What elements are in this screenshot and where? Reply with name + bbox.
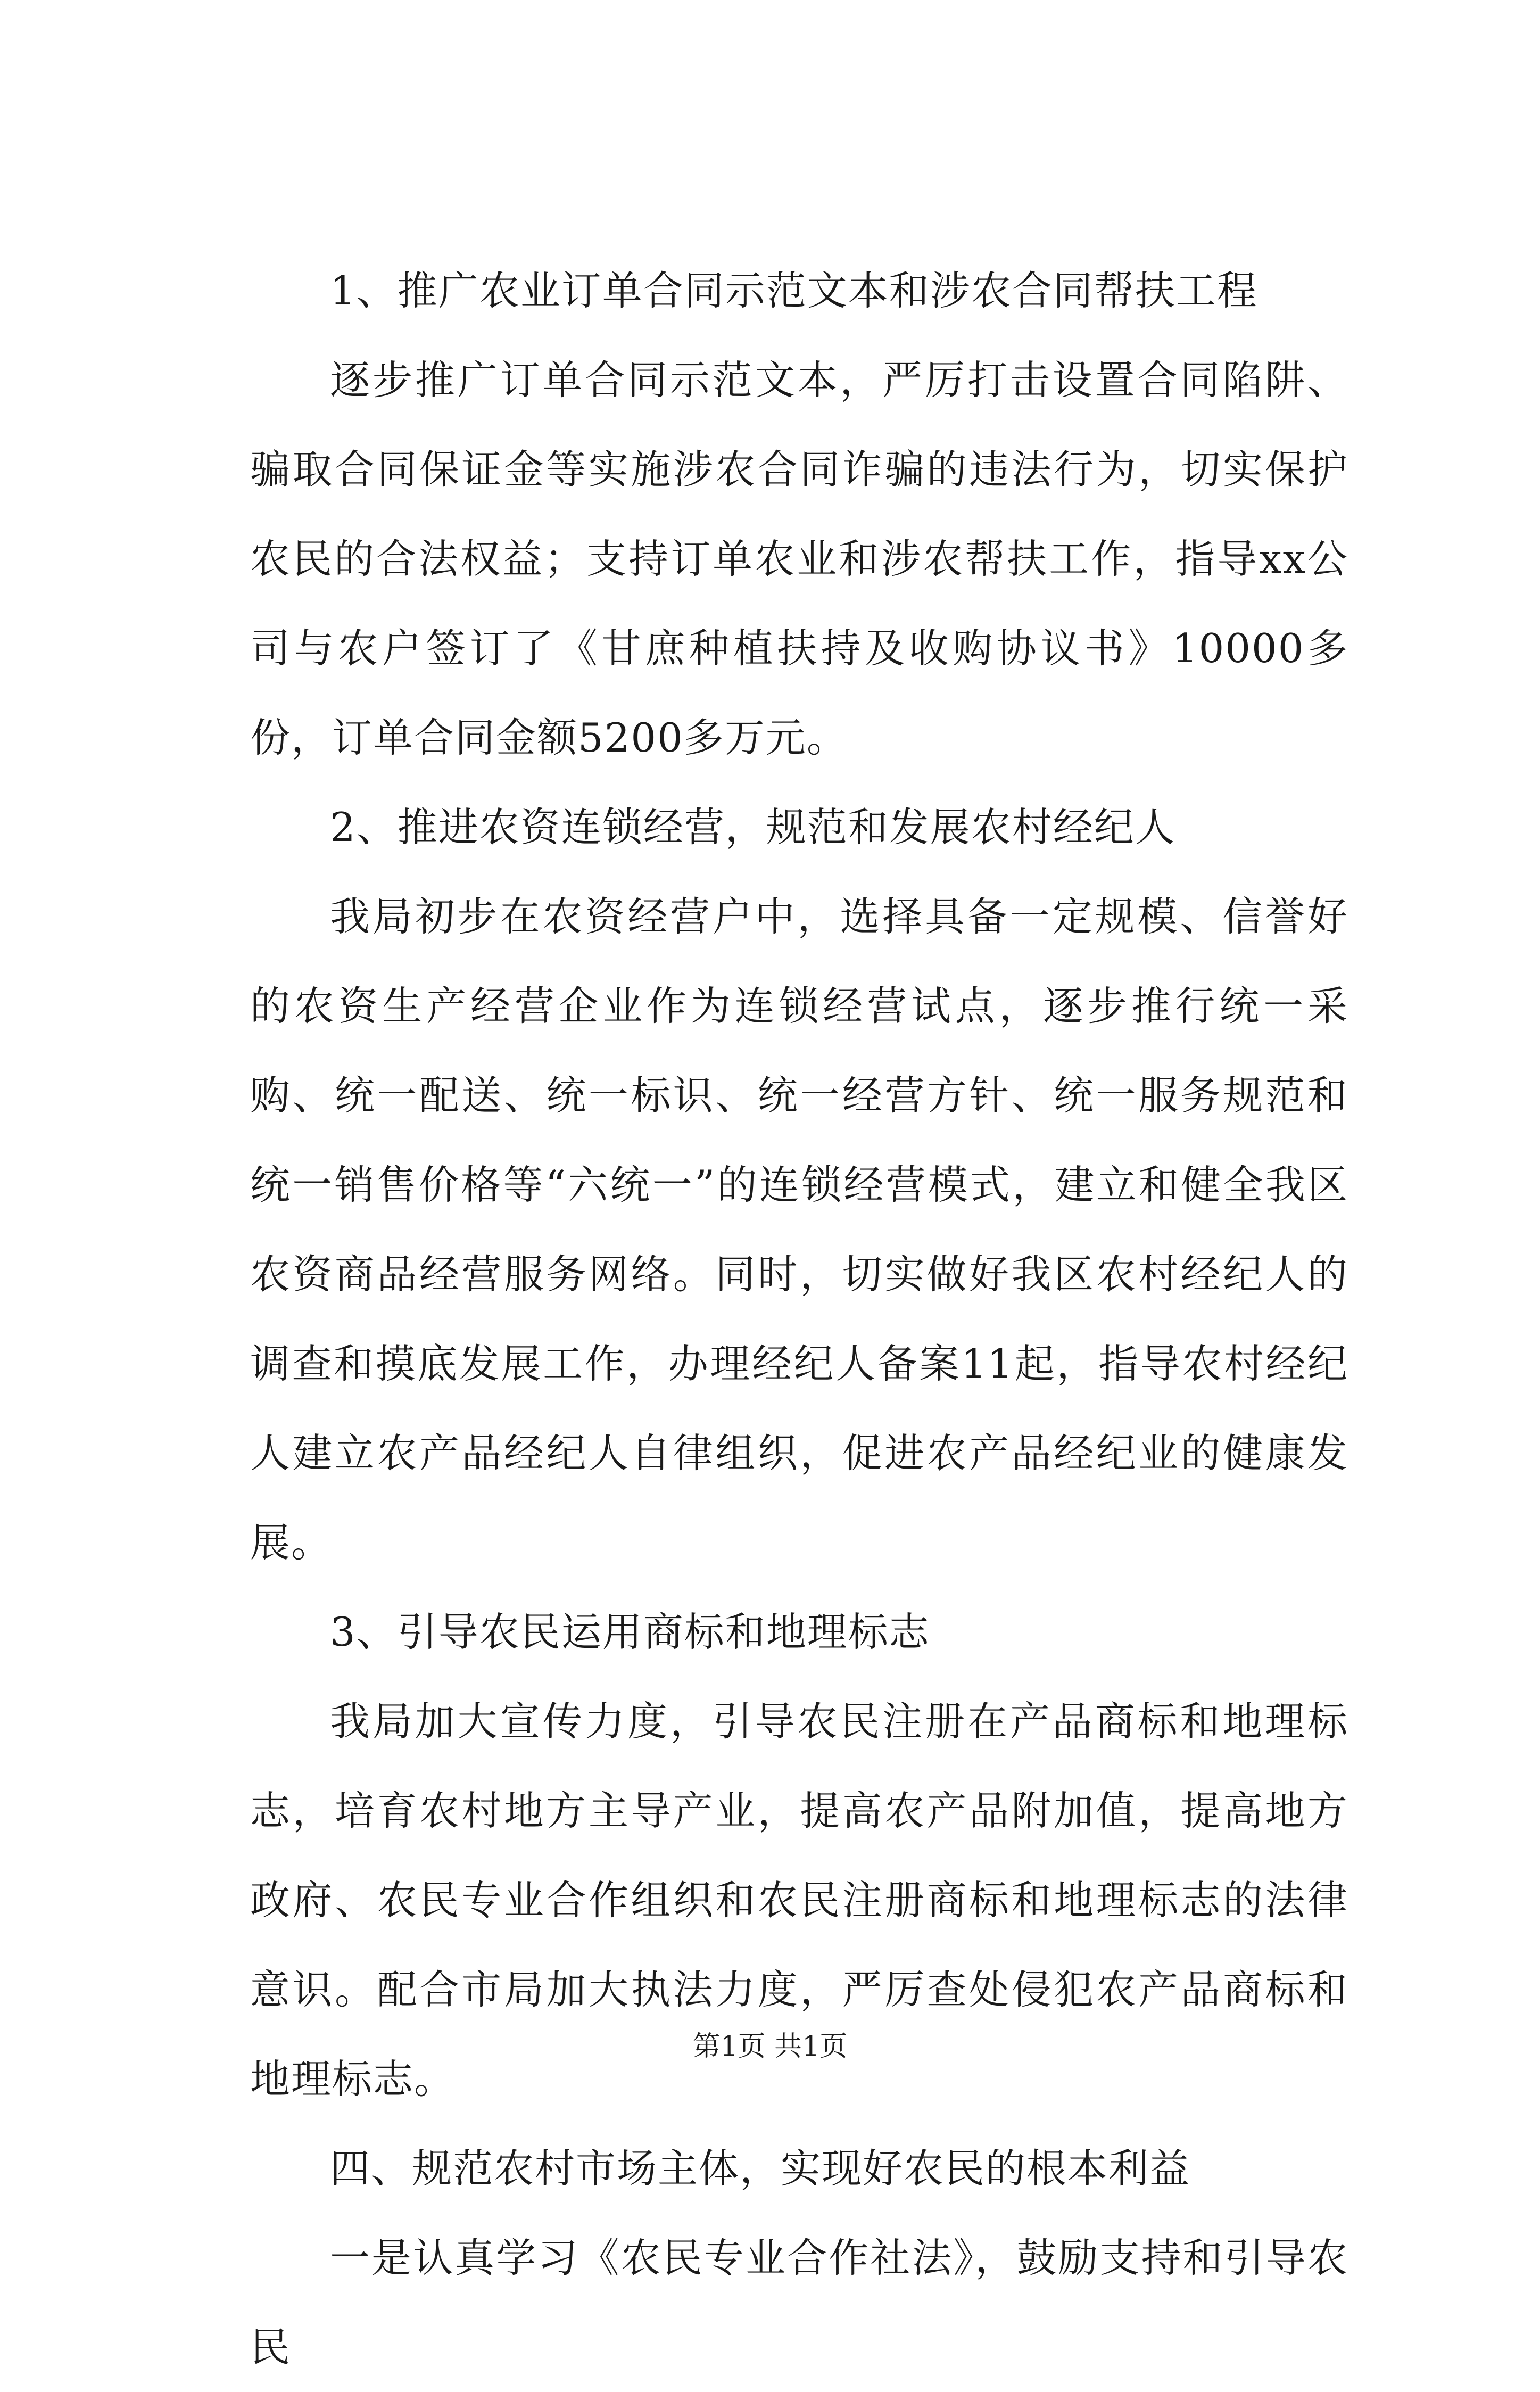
paragraph-2: 我局初步在农资经营户中，选择具备一定规模、信誉好的农资生产经营企业作为连锁经营试点，逐步推行统一采购、统一配送、统一标识、统一经营方针、统一服务规范和统一销售价格等“六统一”的连锁经营模式，建立和健全我区农资商品经营服务网络。同时，切实做好我区农村经纪人的调查和摸底发展工作，办理经纪人备案11起，指导农村经纪人建立农产品经纪人自律组织，促进农产品经纪业的健康发展。 bbox=[250, 893, 1348, 1566]
section-heading-4: 四、规范农村市场主体，实现好农民的根本利益 bbox=[330, 2145, 1191, 2192]
paragraph-3: 我局加大宣传力度，引导农民注册在产品商标和地理标志，培育农村地方主导产业，提高农产品附加值，提高地方政府、农民专业合作组织和农民注册商标和地理标志的法律意识。配合市局加大执法力度，严厉查处侵犯农产品商标和地理标志。 bbox=[250, 1698, 1348, 2102]
paragraph-4: 一是认真学习《农民专业合作社法》，鼓励支持和引导农民 bbox=[250, 2234, 1348, 2371]
page-footer: 第1页 共1页 bbox=[692, 2031, 848, 2063]
heading-3: 3、引导农民运用商标和地理标志 bbox=[330, 1609, 930, 1655]
document-body bbox=[250, 246, 1348, 2392]
paragraph-1: 逐步推广订单合同示范文本，严厉打击设置合同陷阱、骗取合同保证金等实施涉农合同诈骗的违法行为，切实保护农民的合法权益；支持订单农业和涉农帮扶工作，指导xx公司与农户签订了《甘庶种植扶持及收购协议书》10000多份，订单合同金额5200多万元。 bbox=[250, 357, 1348, 761]
heading-2: 2、推进农资连锁经营，规范和发展农村经纪人 bbox=[330, 804, 1176, 851]
heading-1: 1、推广农业订单合同示范文本和涉农合同帮扶工程 bbox=[330, 267, 1258, 314]
